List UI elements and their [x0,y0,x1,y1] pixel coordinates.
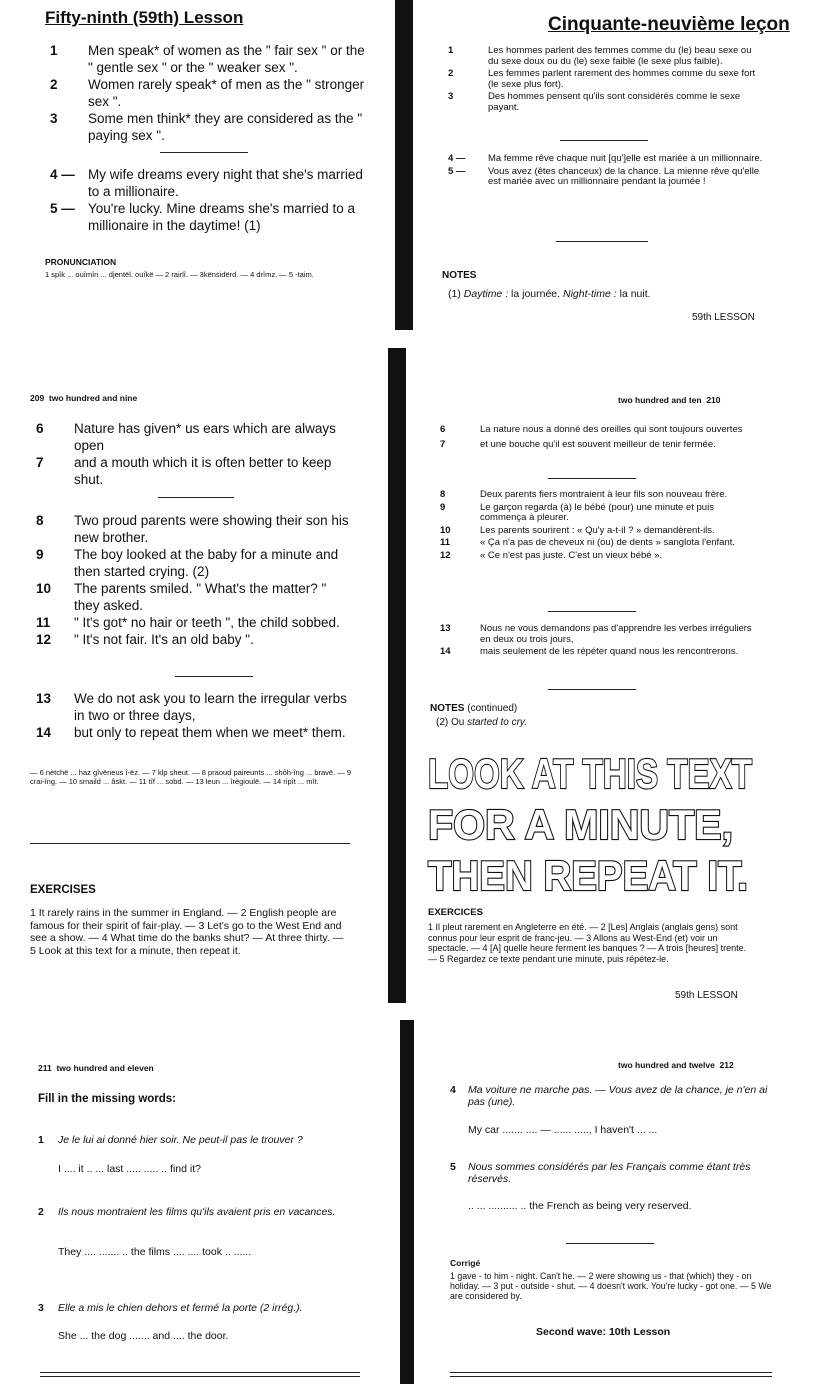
pronunciation-text: 1 spîk ... ouîmîn ... djentël. ouîkë — 2 rairlî. — 3kënsidërd. — 4 drîmz. — 5 -taim. [45,270,314,279]
item-text: Nature has given* us ears which are always open [74,421,336,453]
item-number: 6 [440,424,446,435]
page-bottom-rule [450,1372,772,1373]
item-number: 8 [440,489,446,500]
item-text: Les parents sourirent : « Qu'y a-t-il ? » demandèrent-ils. [480,524,715,536]
second-wave-label: Second wave: 10th Lesson [536,1326,671,1338]
list-item [50,42,368,76]
french-sentences-4-5 [448,154,764,188]
item-text: Vous avez (êtes chanceux) de la chance. La mienne rêve qu'elle est mariée avec un millionnaire pendant la journée ! [488,165,760,187]
item-text: Deux parents fiers montraient à leur fils son nouveau frère. [480,489,728,500]
page-number: 211 [38,1063,52,1073]
french-sentences-6-7 [440,425,754,450]
item-text: " It's got* no hair or teeth ", the child sobbed. [74,615,340,630]
item-french-prompt: Ils nous montraient les films qu'ils avaient pris en vacances. [58,1206,336,1218]
banner-line-3: THEN REPEAT IT. [428,852,748,899]
page-header [618,395,721,405]
page-number: 212 [719,1060,734,1070]
fill-in-line: I .... it .. ... last ..... ..... .. find it? [58,1163,201,1175]
exercise-item [38,1302,368,1314]
item-text: Les femmes parlent rarement des hommes comme du sexe fort (le sexe plus fort). [488,68,756,90]
section-divider [158,497,234,498]
item-text: « Ça n'a pas de cheveux ni (ou) de dents » sanglota l'enfant. [480,537,736,548]
item-number: 5 — [50,201,75,216]
item-number: 6 [36,421,44,436]
list-item [448,167,764,188]
section-divider [556,241,648,242]
item-text: My wife dreams every night that she's married to a millionaire. [88,167,363,199]
english-sentences-8-12 [36,512,350,648]
item-number: 1 [50,43,58,58]
item-number: 9 [36,547,44,562]
exercise-item [38,1206,360,1218]
item-text: " It's not fair. It's an old baby ". [74,632,254,647]
notes-continued-label: (continued) [467,703,518,714]
item-text: and a mouth which it is often better to keep shut. [74,455,332,487]
item-text: « Ce n'est pas juste. C'est un vieux bébé ». [480,549,663,561]
page-number: 210 [706,395,721,405]
item-french-prompt: Je le lui ai donné hier soir. Ne peut-il pas le trouver ? [58,1134,303,1146]
exercices-text: 1 Il pleut rarement en Angleterre en été. — 2 [Les] Anglais (anglais gens) sont connus pour leur esprit de franc-jeu. — 3 Allons au West-End (et) voir un spectacle. — 4 [A] quelle heure ferment les banques ? — A trois [heures] trente. — 5 Regardez ce texte pendant une minute, puis répétez-le. [428,922,747,964]
list-item [440,538,754,549]
item-text: The boy looked at the baby for a minute and then started crying. (2) [74,547,339,579]
french-sentences-13-14 [440,624,754,658]
page-bottom-rule [40,1376,360,1377]
list-item [36,420,350,454]
item-number: 3 [50,111,58,126]
item-number: 8 [36,513,44,528]
book-spine-middle [388,348,406,1003]
note-number: (1) [448,288,461,300]
item-number: 2 [448,68,454,79]
list-item [440,490,754,501]
item-number: 14 [36,725,52,740]
item-number: 2 [38,1206,44,1218]
list-item [440,425,754,436]
fill-in-heading: Fill in the missing words: [38,1093,177,1105]
list-item [440,440,754,451]
item-number: 12 [36,632,52,647]
book-spine-top [395,0,413,330]
item-number: 1 [38,1134,44,1146]
english-sentences-6-7 [36,420,350,488]
page-number: 209 [30,393,45,403]
item-text: but only to repeat them when we meet* them. [74,725,346,740]
exercise-item [450,1085,772,1108]
section-divider [566,1243,654,1244]
corrige-heading: Corrigé [450,1258,481,1268]
page-number-words: two hundred and nine [48,393,138,403]
item-number: 7 [440,438,446,450]
item-number: 10 [36,581,52,596]
list-item [448,46,764,67]
item-number: 10 [440,524,451,536]
note-term-daytime: Daytime : [463,288,509,300]
section-divider [175,676,253,677]
lesson-footer: 59th LESSON [692,312,755,323]
page-header [618,1060,734,1070]
english-sentences-1-3 [50,42,368,144]
item-text: Men speak* of women as the " fair sex " or the " gentle sex " or the " weaker sex ". [88,43,365,75]
book-spine-bottom [400,1020,414,1384]
lesson-title-english: Fifty-ninth (59th) Lesson [45,8,244,27]
item-text: Ma femme rêve chaque nuit [qu']elle est mariée à un millionnaire. [488,153,763,164]
list-item [36,724,350,741]
item-text: et une bouche qu'il est souvent meilleur de tenir fermée. [480,438,716,450]
english-sentences-13-14 [36,690,350,741]
section-divider [548,478,636,479]
exercise-item [450,1162,772,1185]
item-text: Le garçon regarda (à) le bébé (pour) une minute et puis commença à pleurer. [480,501,714,523]
list-item [50,110,368,144]
item-french-prompt: Ma voiture ne marche pas. — Vous avez de la chance, je n'en ai pas (une). [468,1084,768,1108]
item-text: La nature nous a donné des oreilles qui sont toujours ouvertes [480,424,743,435]
page-number-words: two hundred and ten [618,395,702,405]
list-item [448,69,764,90]
english-sentences-4-5 [50,166,368,234]
item-number: 4 — [448,153,466,164]
section-divider [560,140,648,141]
list-item [50,76,368,110]
french-sentences-1-3 [448,46,764,113]
pronunciation-text: — 6 nètchë ... haz gîvëneus î-ëz. — 7 klp sheut. — 8 praoud paireunts ... shôh-îng ... bravë. — 9 crai-îng. — 10 smaild ... âskt. — 11 tîf ... sobd. — 13 leun ... îrègioulë. — 14 ripît ... mît. [30,768,352,786]
notes-continued-heading [430,703,517,714]
item-number: 9 [440,501,446,513]
item-number: 12 [440,549,451,561]
notes-heading: NOTES [442,270,477,281]
corrige-text: 1 gave - to him - night. Can't he. — 2 were showing us - that (which) they - on holiday. — 3 put - outside - shut. — 4 doesn't work. You're lucky - got one. — 5 We are considered by. [450,1271,772,1301]
item-number: 14 [440,646,451,657]
item-number: 11 [36,615,51,630]
section-divider [548,689,636,690]
french-sentences-8-12 [440,490,754,561]
item-text: Two proud parents were showing their son his new brother. [74,513,349,545]
exercises-heading: EXERCISES [30,884,96,896]
item-number: 7 [36,455,44,470]
note-term-nighttime: Night-time : [563,288,617,300]
item-text: Des hommes pensent qu'ils sont considérés comme le sexe payant. [488,91,741,113]
note-def-daytime: la journée. [511,288,561,300]
item-number: 1 [448,45,454,56]
item-number: 3 [448,91,454,102]
pronunciation-heading: PRONUNCIATION [45,257,117,267]
exercices-heading: EXERCICES [428,907,483,918]
notes-heading: NOTES [430,703,465,714]
exercises-text: 1 It rarely rains in the summer in England. — 2 English people are famous for their spirit of fair-play. — 3 Let's go to the West End and see a show. — 4 What time do the banks shut? — At three thirty. — 5 Look at this text for a minute, then repeat it. [30,907,344,957]
lesson-title-french: Cinquante-neuvième leçon [548,14,790,35]
note-number: (2) Ou [436,717,465,728]
note-def-nighttime: la nuit. [619,288,651,300]
item-text: You're lucky. Mine dreams she's married to a millionaire in the daytime! (1) [88,201,356,233]
list-item [36,690,350,724]
exercise-item [38,1134,368,1146]
item-number: 2 [50,77,58,92]
page-header [38,1063,154,1073]
page-bottom-rule [40,1372,360,1373]
fill-in-line: She ... the dog ....... and .... the door. [58,1330,229,1342]
item-text: The parents smiled. " What's the matter? " they asked. [74,581,327,613]
fill-in-line: .. ... .......... .. the French as being very reserved. [468,1200,692,1212]
list-item [36,546,350,580]
banner-line-1: LOOK AT THIS TEXT [428,750,753,797]
item-number: 5 — [448,165,466,177]
item-french-prompt: Elle a mis le chien dehors et fermé la porte (2 irrég.). [58,1302,303,1314]
list-item [36,454,350,488]
item-number: 13 [440,623,451,634]
list-item [36,512,350,546]
list-item [36,580,350,614]
note-text: started to cry. [467,717,527,728]
page-header [30,393,137,403]
note-1 [448,288,651,300]
item-number: 4 [450,1084,456,1096]
list-item [440,647,754,658]
item-text: Women rarely speak* of men as the " stronger sex ". [88,77,365,109]
list-item [50,200,368,234]
item-number: 11 [440,537,451,548]
list-item [448,92,764,113]
item-number: 4 — [50,167,75,182]
section-divider [548,611,636,612]
page-number-words: two hundred and eleven [56,1063,154,1073]
page-rule [30,843,350,844]
item-number: 13 [36,691,52,706]
item-text: We do not ask you to learn the irregular verbs in two or three days, [74,691,347,723]
fill-in-line: My car ....... .... — ...... ....., I haven't ... ... [468,1124,658,1136]
note-2 [436,717,527,728]
item-text: Nous ne vous demandons pas d'apprendre les verbes irréguliers en deux ou trois jours, [480,623,752,645]
item-text: Les hommes parlent des femmes comme du (le) beau sexe ou du sexe doux ou du (le) sexe faible (le sexe plus faible). [488,45,752,67]
list-item [36,631,350,648]
fill-in-line: They .... ....... .. the films .... .... took .. ...... [58,1246,252,1258]
list-item [448,154,764,165]
list-item [36,614,350,631]
item-number: 3 [38,1302,44,1314]
list-item [440,624,754,645]
page-bottom-rule [450,1376,772,1377]
banner-line-2: FOR A MINUTE, [428,801,733,848]
item-number: 5 [450,1161,456,1173]
section-divider [160,152,248,153]
list-item [440,526,754,537]
item-text: mais seulement de les répéter quand nous les rencontrerons. [480,646,739,657]
list-item [440,503,754,524]
page-number-words: two hundred and twelve [618,1060,715,1070]
lesson-footer: 59th LESSON [675,990,738,1001]
list-item [50,166,368,200]
item-french-prompt: Nous sommes considérés par les Français comme étant très réservés. [468,1161,751,1185]
item-text: Some men think* they are considered as the " paying sex ". [88,111,363,143]
look-at-text-banner [426,742,756,898]
list-item [440,551,754,562]
